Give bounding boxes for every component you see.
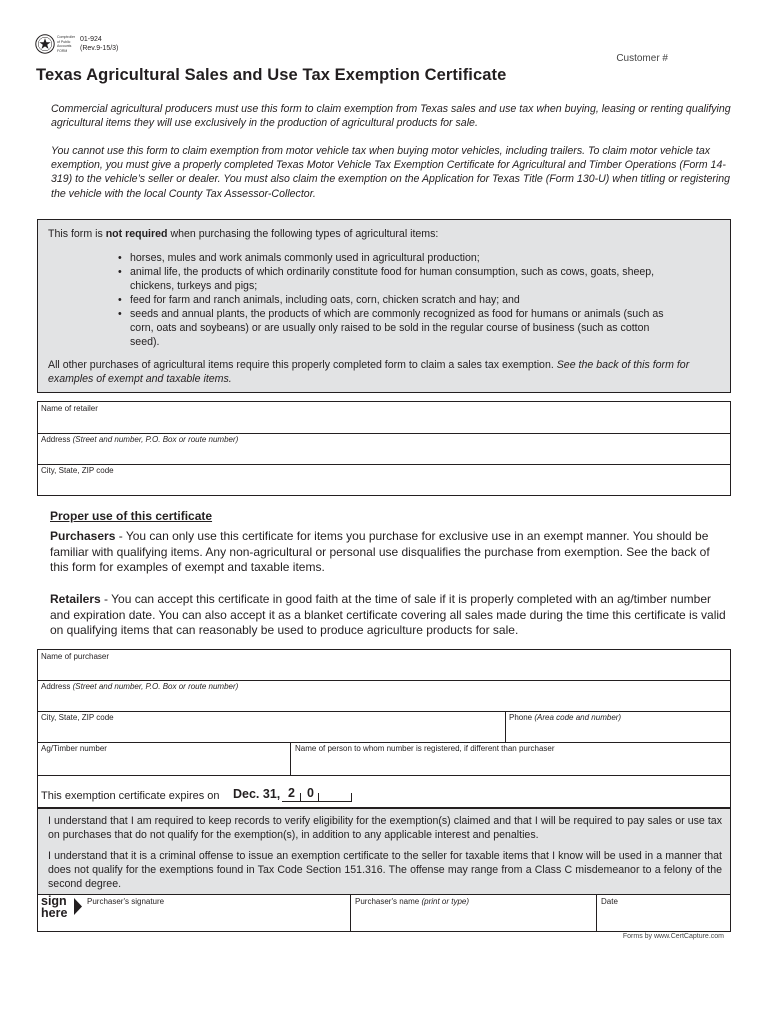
footer-credit: Forms by www.CertCapture.com: [622, 933, 724, 940]
declaration-paragraph-1: I understand that I am required to keep records to verify eligibility for the exemption(s) claimed and that I will be required to pay sales or use tax on purchases that do not qualify for the exemption(s), in addition to any applicable interest and penalties.: [48, 815, 722, 841]
declaration-paragraph-2: I understand that it is a criminal offense to issue an exemption certificate to the seller for taxable items that I know will be used in a manner that does not qualify for the exemptions found in Tax Code Section 151.316. The offense may range from a Class C misdemeanor to a felony of the second degree.: [48, 850, 722, 890]
list-item: • seeds and annual plants, the products of which are commonly recognized as food for humans or animals (such as corn, oats and soybeans) or are usually only raised to be sold in the regular course of business (such as cotton seed).: [118, 307, 678, 349]
purchaser-city-phone-row: [38, 712, 730, 743]
field-label: Address (Street and number, P.O. Box or route number): [41, 682, 239, 691]
declaration-section: [37, 808, 731, 932]
expiration-year-field[interactable]: [282, 788, 352, 802]
purchaser-name-field[interactable]: [38, 650, 730, 681]
field-label: Phone (Area code and number): [509, 713, 622, 722]
registered-name-field[interactable]: [291, 743, 730, 775]
form-title: Texas Agricultural Sales and Use Tax Exemption Certificate: [36, 66, 507, 84]
sign-here-marker: sign here: [41, 894, 68, 920]
year-digit: 2: [288, 786, 295, 800]
purchaser-signature-field[interactable]: [84, 895, 351, 931]
intro-paragraph-1: Commercial agricultural producers must use this form to claim exemption from Texas sales and use tax when buying, leasing or renting qualifying agricultural items they will use exclusively in the production of agricultural products for sale.: [51, 103, 731, 130]
notice-lead: This form is not required when purchasing the following types of agricultural items:: [48, 228, 439, 240]
field-label: Name of purchaser: [41, 652, 110, 661]
ag-timber-number-field[interactable]: [38, 743, 291, 775]
purchaser-section: [37, 649, 731, 808]
texas-comptroller-seal: [35, 34, 55, 54]
field-label: Purchaser's signature: [87, 897, 165, 906]
purchaser-address-field[interactable]: [38, 681, 730, 712]
year-tick: [300, 793, 301, 801]
field-label: City, State, ZIP code: [41, 466, 114, 475]
field-label: Purchaser's name (print or type): [355, 897, 470, 906]
proper-use-heading: Proper use of this certificate: [50, 509, 213, 523]
sign-here-arrow-icon: [74, 898, 82, 915]
year-tick: [351, 793, 352, 801]
form-number: 01-924 (Rev.9-15/3): [80, 36, 119, 52]
purchasers-paragraph: Purchasers - You can only use this certificate for items you purchase for exclusive use in an exempt manner. You should be familiar with qualifying items. Any non-agricultural or personal use disqualifies the purchase from exemption. See the back of this form for examples of exempt and taxable items.: [50, 529, 710, 574]
field-label: City, State, ZIP code: [41, 713, 114, 722]
field-label: Address (Street and number, P.O. Box or route number): [41, 435, 239, 444]
declaration-statements: [38, 809, 730, 895]
ag-timber-row: [38, 743, 730, 776]
retailer-city-state-zip-field[interactable]: [38, 465, 730, 496]
all-other-purchases-note: All other purchases of agricultural items require this properly completed form to claim a sales tax exemption. See the back of this form for examples of exempt and taxable items.: [48, 359, 690, 385]
field-label: Name of retailer: [41, 404, 98, 413]
retailer-name-field[interactable]: [38, 402, 730, 434]
expiration-date: Dec. 31,: [233, 787, 281, 801]
agency-name: Comptroller of Public Accounts FORM: [57, 35, 76, 53]
list-item: • horses, mules and work animals commonly used in agricultural production;: [118, 251, 678, 265]
retailer-section: [37, 401, 731, 496]
exempt-item-list: [118, 251, 678, 349]
not-required-notice: [37, 219, 731, 393]
retailers-paragraph: Retailers - You can accept this certificate in good faith at the time of sale if it is properly completed with an ag/timber number and expiration date. You can also accept it as a blanket certificate covering all sales made during the time this certificate is valid on qualifying items that can reasonably be used to produce agriculture products for sale.: [50, 592, 726, 637]
purchaser-phone-field[interactable]: [506, 712, 730, 742]
retailer-address-field[interactable]: [38, 434, 730, 465]
purchaser-printed-name-field[interactable]: [351, 895, 597, 931]
field-label: Name of person to whom number is registered, if different than purchaser: [295, 744, 555, 753]
year-tick: [318, 793, 319, 801]
field-label: Ag/Timber number: [41, 744, 107, 753]
field-label: Date: [601, 897, 618, 906]
purchaser-city-state-zip-field[interactable]: [38, 712, 506, 742]
customer-number-label: Customer #: [616, 53, 668, 64]
intro-paragraph-2: You cannot use this form to claim exemption from motor vehicle tax when buying motor vehicles, including trailers. To claim motor vehicle tax exemption, you must give a properly completed Texas Motor Vehicle Tax Exemption Certificate for Agricultural and Timber Operations (Form 14-319) to the vehicle’s seller or dealer. You must also claim the exemption on the Application for Texas Title (Form 130-U) when titling or registering the vehicle with the local County Tax Assessor-Collector.: [51, 145, 731, 200]
list-item: • animal life, the products of which ordinarily constitute food for human consumption, such as cows, goats, sheep, chickens, turkeys and pigs;: [118, 265, 678, 293]
expiration-row: [38, 776, 730, 807]
year-digit: 0: [307, 786, 314, 800]
expiration-label: This exemption certificate expires on: [41, 790, 220, 802]
signature-date-field[interactable]: [597, 895, 730, 931]
list-item: • feed for farm and ranch animals, including oats, corn, chicken scratch and hay; and: [118, 293, 678, 307]
